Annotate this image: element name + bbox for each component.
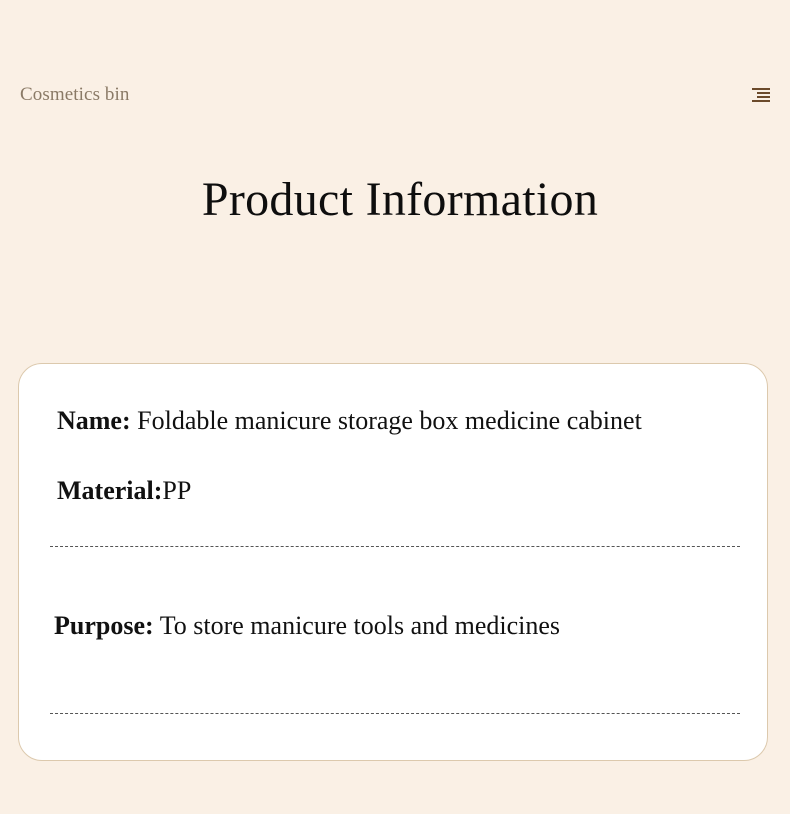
purpose-value: To store manicure tools and medicines (153, 611, 561, 640)
menu-icon[interactable] (752, 88, 770, 102)
material-row (57, 476, 191, 506)
divider (50, 546, 740, 547)
page-title: Product Information (201, 173, 599, 226)
divider (50, 713, 740, 714)
name-value: Foldable manicure storage box medicine cabinet (130, 406, 642, 435)
purpose-label: Purpose: (54, 611, 154, 640)
product-info-card (18, 363, 768, 761)
brand-name: Cosmetics bin (20, 84, 130, 105)
material-label: Material: (57, 476, 163, 505)
name-label: Name: (57, 406, 131, 435)
purpose-row (54, 611, 560, 641)
name-row (57, 406, 642, 436)
material-value: PP (162, 476, 192, 505)
